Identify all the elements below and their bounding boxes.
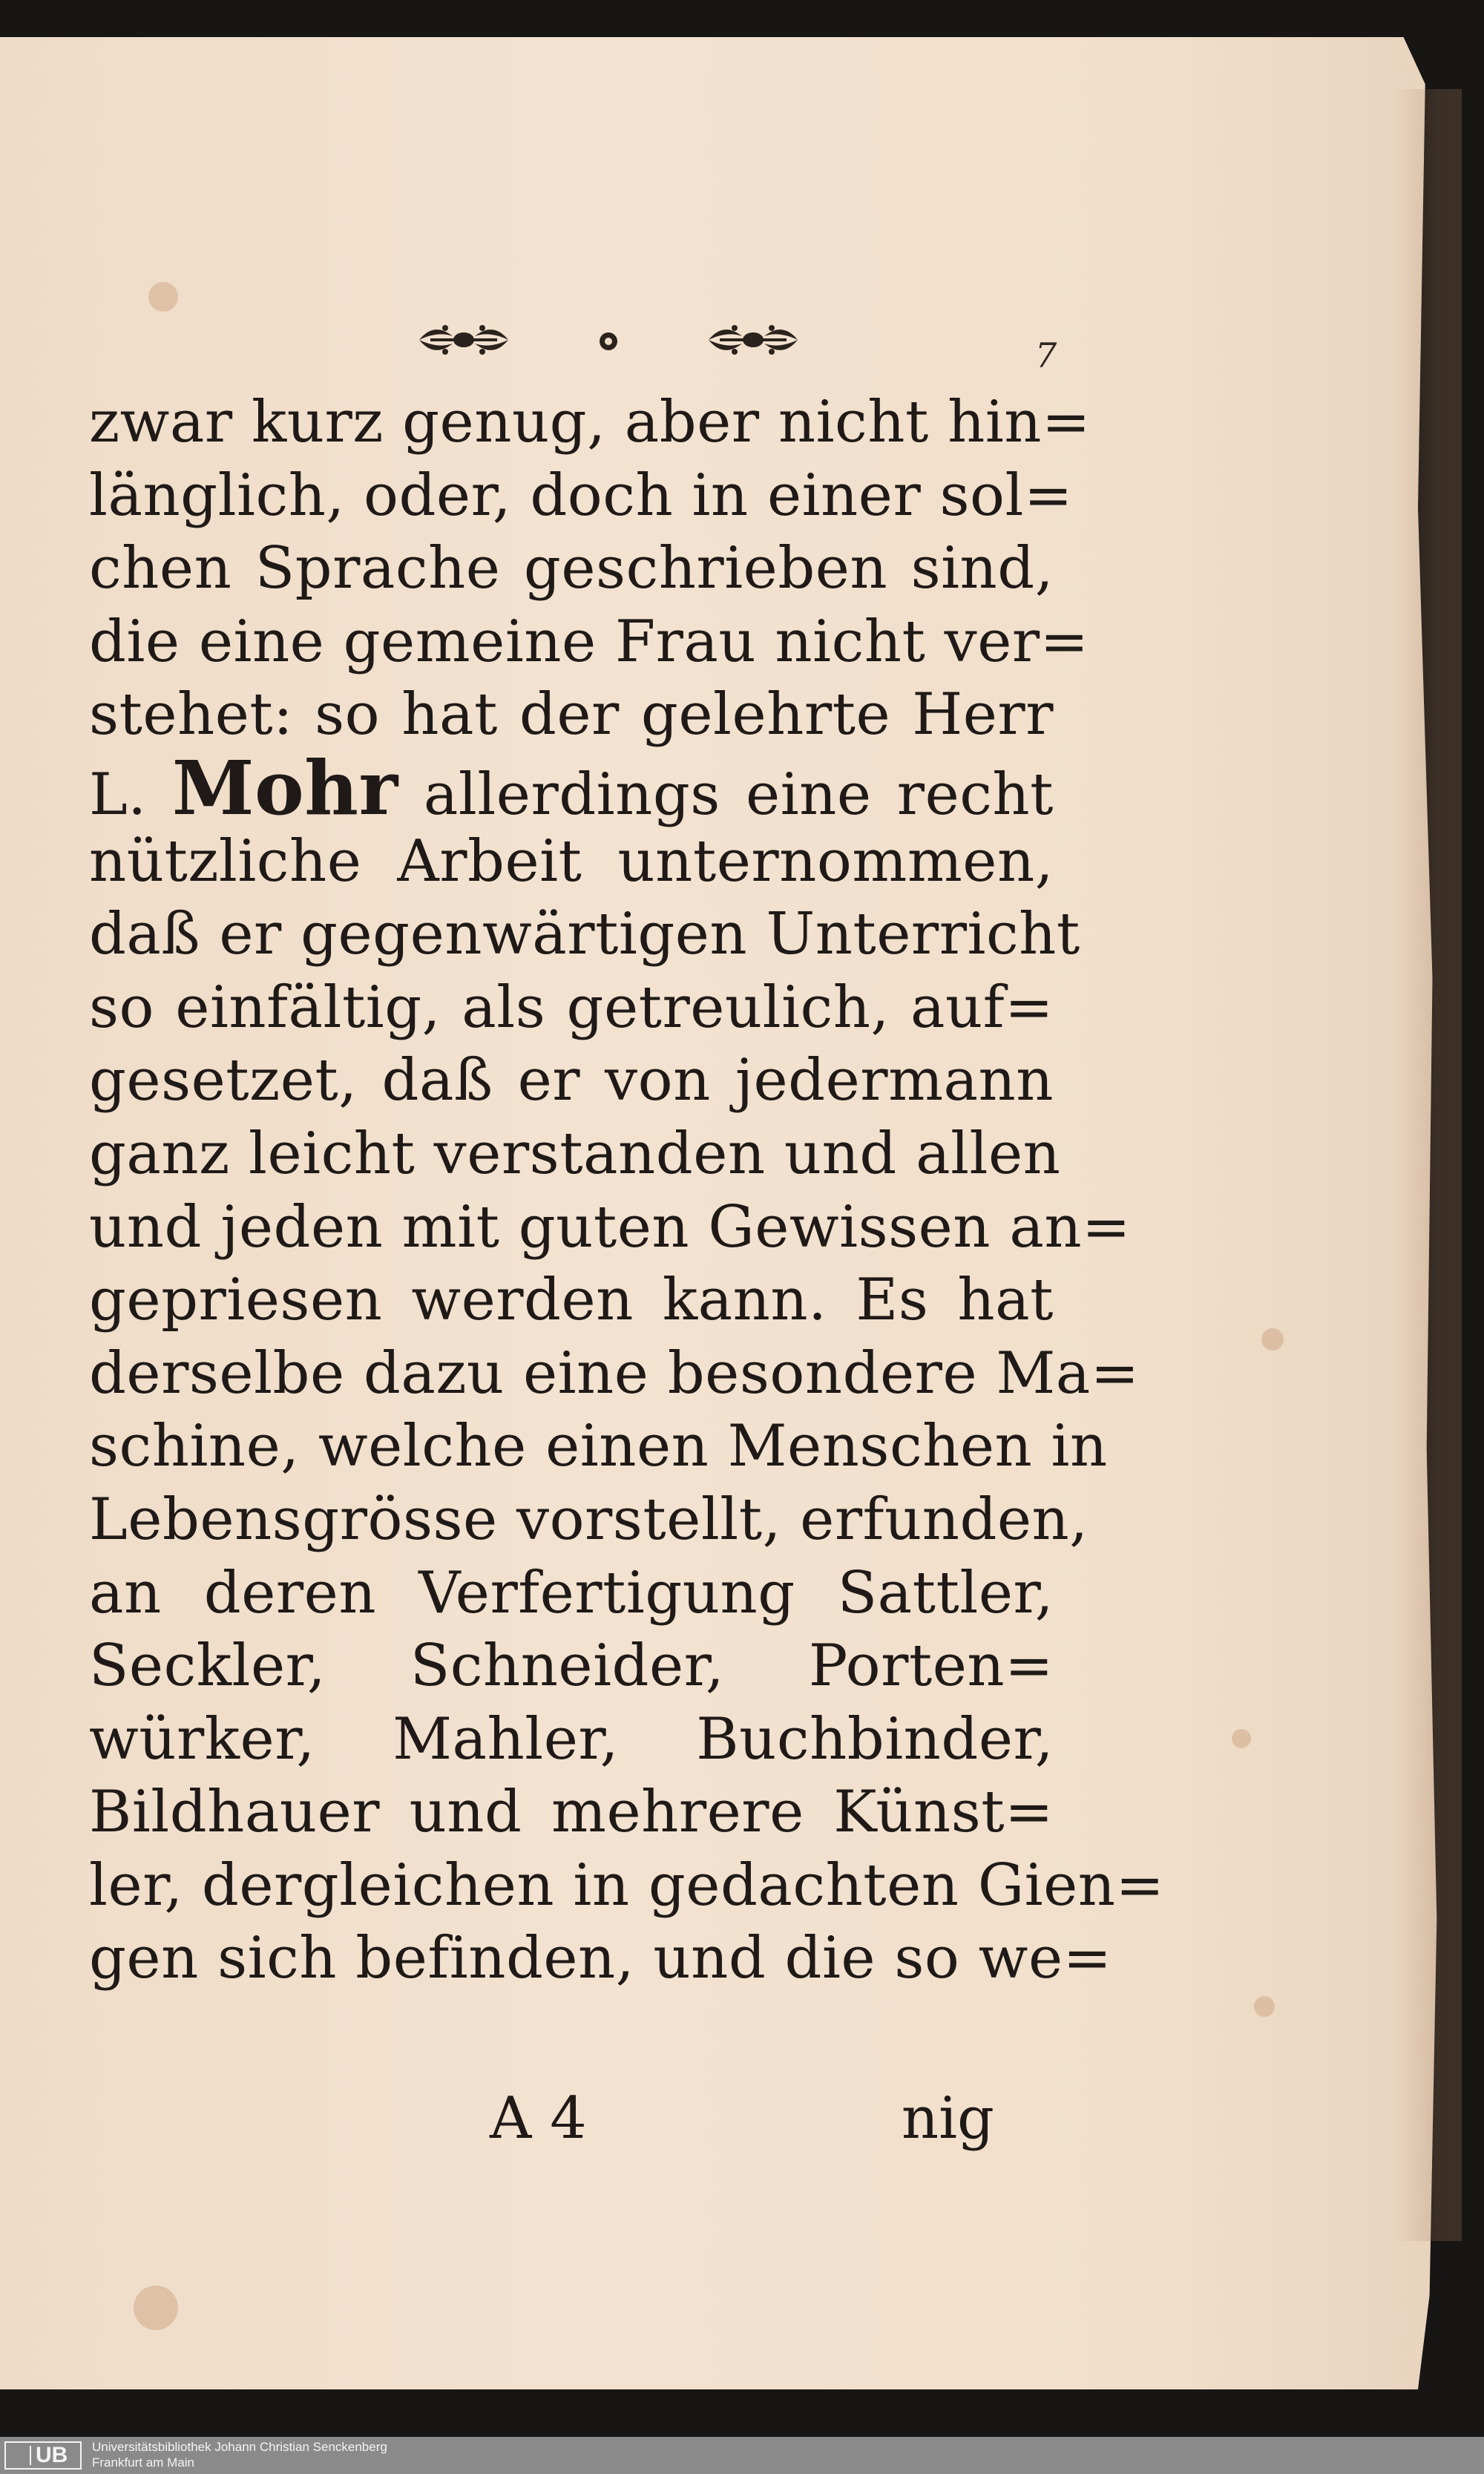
text-line: Bildhauer und mehrere Künst= [89, 1779, 1054, 1846]
institution-location: Frankfurt am Main [92, 2455, 194, 2470]
text-line: daß er gegenwärtigen Unterricht [89, 901, 1080, 968]
text-line: chen Sprache geschrieben sind, [89, 535, 1054, 603]
paper-stain [1261, 1328, 1284, 1351]
text-line: an deren Verfertigung Sattler, [89, 1559, 1054, 1627]
paper-stain [134, 2286, 178, 2330]
text-line: würker, Mahler, Buchbinder, [89, 1705, 1054, 1773]
text-line: nützliche Arbeit unternommen, [89, 827, 1054, 895]
library-logo [4, 2441, 82, 2470]
catchword: nig [901, 2085, 994, 2152]
text-line: gepriesen werden kann. Es hat [89, 1267, 1054, 1334]
text-line: gesetzet, daß er von jedermann [89, 1047, 1054, 1115]
catchline [490, 2085, 994, 2159]
logo-mark-icon [10, 2446, 31, 2465]
text-line-with-name [89, 744, 1054, 832]
text-line: länglich, oder, doch in einer sol= [89, 462, 1073, 529]
left-fleuron-icon [416, 318, 512, 362]
text-line: Lebensgrösse vorstellt, erfunden, [89, 1486, 1089, 1553]
right-fleuron-icon [705, 318, 801, 362]
center-dot-icon [594, 318, 623, 362]
text-line: ganz leicht verstanden und allen [89, 1120, 1061, 1187]
paper-stain [1254, 1996, 1275, 2017]
text-line: so einfältig, als getreulich, auf= [89, 974, 1054, 1041]
page-number: 7 [1035, 335, 1057, 375]
footer-bar [0, 2437, 1484, 2474]
text-line: und jeden mit guten Gewissen an= [89, 1193, 1131, 1261]
text-line: ler, dergleichen in gedachten Gien= [89, 1851, 1165, 1919]
paper-stain [1232, 1729, 1251, 1748]
author-name: Mohr [171, 744, 398, 832]
title-prefix: L. [89, 761, 147, 828]
header-ornament [416, 318, 801, 370]
text-line: schine, welche einen Menschen in [89, 1413, 1108, 1480]
text-line: derselbe dazu eine besondere Ma= [89, 1339, 1140, 1407]
text-line: stehet: so hat der gelehrte Herr [89, 681, 1054, 749]
text-line: gen sich befinden, und die so we= [89, 1925, 1112, 1992]
text-line: Seckler, Schneider, Porten= [89, 1633, 1054, 1700]
text-line-remainder: allerdings eine recht [423, 761, 1054, 828]
text-line: zwar kurz genug, aber nicht hin= [89, 389, 1091, 456]
signature-mark: A 4 [490, 2085, 587, 2152]
logo-text: UB [36, 2443, 68, 2467]
body-text [89, 386, 1165, 1995]
paper-stain [148, 282, 178, 312]
institution-name: Universitätsbibliothek Johann Christian Senckenberg [92, 2440, 387, 2454]
text-line: die eine gemeine Frau nicht ver= [89, 608, 1089, 675]
